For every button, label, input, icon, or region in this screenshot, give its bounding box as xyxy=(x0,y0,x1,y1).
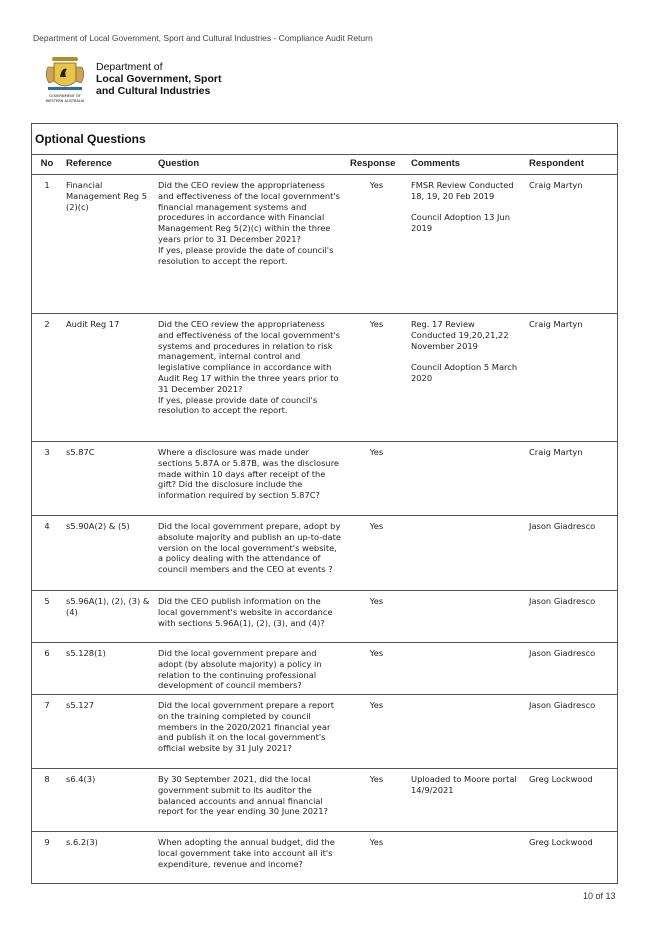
table-row xyxy=(32,832,617,885)
question-line: Did the CEO review the appropriateness and effectiveness of the local government's financial management systems and procedures in accordance with Financial Management Reg 5(2)(c) within the three years prior to 31 December 2021? xyxy=(158,180,340,244)
column-header-question: Question xyxy=(154,155,346,175)
row-reference: s5.127 xyxy=(62,695,154,769)
crest-caption-2: WESTERN AUSTRALIA xyxy=(45,99,85,103)
row-comments xyxy=(407,516,525,591)
comment-line: Uploaded to Moore portal 14/9/2021 xyxy=(411,774,517,795)
table-row xyxy=(32,175,617,314)
row-number: 8 xyxy=(32,769,62,832)
row-number: 7 xyxy=(32,695,62,769)
row-question xyxy=(154,516,346,591)
row-response: Yes xyxy=(346,442,407,516)
table-row xyxy=(32,314,617,442)
row-respondent: Jason Giadresco xyxy=(525,591,617,643)
row-comments xyxy=(407,769,525,832)
row-question xyxy=(154,591,346,643)
question-line: If yes, please provide the date of council's resolution to accept the report. xyxy=(158,244,334,266)
questions-table xyxy=(32,154,617,885)
row-reference: s5.96A(1), (2), (3) & (4) xyxy=(62,591,154,643)
row-reference: s5.128(1) xyxy=(62,643,154,695)
row-comments xyxy=(407,442,525,516)
row-question xyxy=(154,643,346,695)
row-question xyxy=(154,769,346,832)
row-question xyxy=(154,695,346,769)
row-number: 5 xyxy=(32,591,62,643)
column-header-respondent: Respondent xyxy=(525,155,617,175)
row-comments xyxy=(407,591,525,643)
row-respondent: Greg Lockwood xyxy=(525,769,617,832)
table-row xyxy=(32,769,617,832)
row-respondent: Greg Lockwood xyxy=(529,837,593,847)
table-body xyxy=(32,175,617,885)
row-response: Yes xyxy=(346,591,407,643)
department-name-line-1: Department of xyxy=(96,61,163,73)
table-row xyxy=(32,591,617,643)
table-row xyxy=(32,516,617,591)
question-line: When adopting the annual budget, did the local government take into account all it's expenditure, revenue and income? xyxy=(158,837,335,869)
running-header: Department of Local Government, Sport and Cultural Industries - Compliance Audit Return xyxy=(33,33,373,43)
row-number: 3 xyxy=(32,442,62,516)
question-line: Did the CEO publish information on the local government's website in accordance with sections 5.96A(1), (2), (3), and (4)? xyxy=(158,596,333,628)
row-comments xyxy=(407,314,525,442)
row-reference: s5.90A(2) & (5) xyxy=(62,516,154,591)
department-logo xyxy=(40,55,260,107)
comment-line: Reg. 17 Review Conducted 19,20,21,22 November 2019 xyxy=(411,319,509,351)
question-line: Did the local government prepare, adopt by absolute majority and publish an up-to-date version on the local government's website, a policy dealing with the attendance of council members and the CEO at events ? xyxy=(158,521,341,575)
page-number: 10 of 13 xyxy=(583,891,616,901)
row-response: Yes xyxy=(346,643,407,695)
row-reference: Financial Management Reg 5 (2)(c) xyxy=(62,175,154,314)
row-question xyxy=(154,442,346,516)
row-comments xyxy=(407,695,525,769)
row-number: 2 xyxy=(32,314,62,442)
row-question xyxy=(154,175,346,314)
comment-line: Council Adoption 13 Jun 2019 xyxy=(411,212,511,234)
wa-crest-icon xyxy=(40,55,96,107)
row-respondent: Craig Martyn xyxy=(525,175,617,314)
row-respondent: Jason Giadresco xyxy=(525,516,617,591)
section-title: Optional Questions xyxy=(35,132,146,146)
table-row xyxy=(32,643,617,695)
row-respondent: Jason Giadresco xyxy=(525,695,617,769)
row-comments xyxy=(407,175,525,314)
question-line: Did the local government prepare and adopt (by absolute majority) a policy in relation to the continuing professional development of council members? xyxy=(158,648,322,691)
table-row xyxy=(32,695,617,769)
comment-line: Council Adoption 5 March 2020 xyxy=(411,362,518,383)
row-comments xyxy=(407,643,525,695)
row-response: Yes xyxy=(346,314,407,442)
row-number: 6 xyxy=(32,643,62,695)
row-question xyxy=(154,832,346,885)
row-reference: s6.4(3) xyxy=(62,769,154,832)
row-response: Yes xyxy=(369,837,384,847)
department-name xyxy=(96,61,221,97)
column-header-comments: Comments xyxy=(407,155,525,175)
row-respondent: Craig Martyn xyxy=(525,442,617,516)
question-line: Did the local government prepare a report on the training completed by council members in the 2020/2021 financial year and publish it on the local government's official website by 31 July 2021? xyxy=(158,700,335,754)
row-reference: Audit Reg 17 xyxy=(62,314,154,442)
column-header-reference: Reference xyxy=(62,155,154,175)
row-response: Yes xyxy=(346,175,407,314)
comment-line: FMSR Review Conducted 18, 19, 20 Feb 2019 xyxy=(411,180,514,201)
row-reference: s5.87C xyxy=(62,442,154,516)
department-name-line-3: and Cultural Industries xyxy=(96,85,211,97)
row-question xyxy=(154,314,346,442)
row-response: Yes xyxy=(346,769,407,832)
table-header-row xyxy=(32,155,617,175)
row-number: 4 xyxy=(32,516,62,591)
table-row xyxy=(32,442,617,516)
question-line: By 30 September 2021, did the local government submit to its auditor the balanced accounts and annual financial report for the year ending 30 June 2021? xyxy=(158,774,328,817)
row-number: 1 xyxy=(32,175,62,314)
department-name-line-2: Local Government, Sport xyxy=(96,73,222,85)
row-respondent: Craig Martyn xyxy=(525,314,617,442)
question-line: If yes, please provide date of council's resolution to accept the report. xyxy=(158,394,318,416)
question-line: Did the CEO review the appropriateness and effectiveness of the local government's systems and procedures in relation to risk management, internal control and legislative compliance in accordance with Audit Reg 17 within the three years prior to 31 December 2021? xyxy=(158,319,340,394)
row-number: 9 xyxy=(44,837,50,847)
question-line: Where a disclosure was made under sections 5.87A or 5.87B, was the disclosure made within 10 days after receipt of the gift? Did the disclosure include the information required by section 5.87C? xyxy=(158,447,340,501)
row-response: Yes xyxy=(346,516,407,591)
row-reference: s.6.2(3) xyxy=(66,837,98,847)
column-header-no: No xyxy=(32,155,62,175)
row-respondent: Jason Giadresco xyxy=(525,643,617,695)
crest-caption-1: GOVERNMENT OF xyxy=(49,94,81,98)
row-response: Yes xyxy=(346,695,407,769)
row-comments xyxy=(407,832,525,885)
optional-questions-section xyxy=(31,123,618,884)
column-header-response: Response xyxy=(346,155,407,175)
